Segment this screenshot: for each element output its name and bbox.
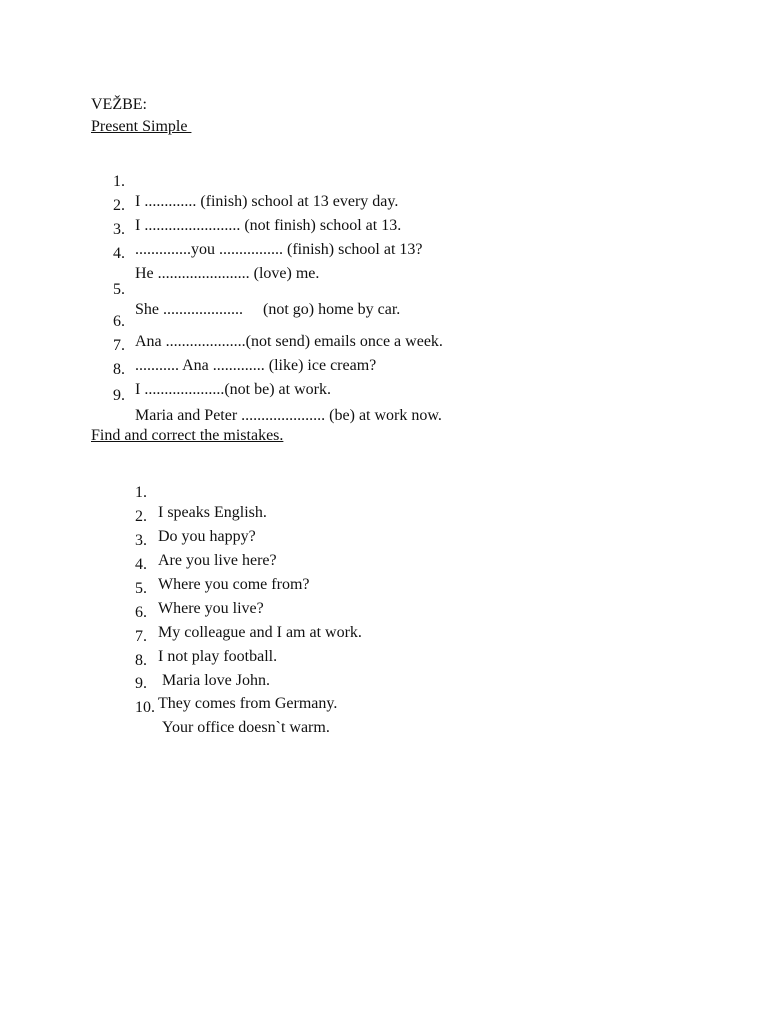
item-text: She .................... (not go) home by car. (135, 301, 401, 318)
item-text: Where you come from? (158, 576, 310, 593)
item-number: 9. (113, 387, 125, 404)
item-text: Ana ....................(not send) emails once a week. (135, 333, 443, 350)
item-number: 5. (113, 281, 125, 298)
item-number: 2. (113, 197, 125, 214)
item-number: 3. (135, 532, 147, 549)
item-number: 1. (135, 484, 147, 501)
item-number: 8. (135, 652, 147, 669)
item-number: 1. (113, 173, 125, 190)
page-title: VEŽBE: (91, 96, 147, 113)
item-number: 5. (135, 580, 147, 597)
item-number: 3. (113, 221, 125, 238)
item-number: 4. (135, 556, 147, 573)
item-number: 10. (135, 699, 155, 716)
item-text: Maria and Peter ..................... (be) at work now. (135, 407, 442, 424)
item-number: 7. (135, 628, 147, 645)
item-number: 6. (113, 313, 125, 330)
item-text: ..............you ................ (finish) school at 13? (135, 241, 423, 258)
item-text: I ........................ (not finish) school at 13. (135, 217, 402, 234)
item-number: 7. (113, 337, 125, 354)
item-text: I speaks English. (158, 504, 267, 521)
item-text: I not play football. (158, 648, 278, 665)
item-number: 6. (135, 604, 147, 621)
section-title-present-simple: Present Simple (91, 118, 192, 135)
item-text: My colleague and I am at work. (158, 624, 362, 641)
item-number: 4. (113, 245, 125, 262)
item-text: I ............. (finish) school at 13 every day. (135, 193, 399, 210)
item-text: They comes from Germany. (158, 695, 338, 712)
item-number: 2. (135, 508, 147, 525)
item-text: ........... Ana ............. (like) ice cream? (135, 357, 377, 374)
item-number: 8. (113, 361, 125, 378)
item-text: He ....................... (love) me. (135, 265, 320, 282)
item-text: Are you live here? (158, 552, 277, 569)
item-text: I ....................(not be) at work. (135, 381, 331, 398)
section-title-mistakes: Find and correct the mistakes. (91, 427, 284, 444)
item-text: Your office doesn`t warm. (162, 719, 330, 736)
item-text: Where you live? (158, 600, 264, 617)
item-number: 9. (135, 675, 147, 692)
item-text: Do you happy? (158, 528, 256, 545)
item-text: Maria love John. (158, 672, 270, 689)
